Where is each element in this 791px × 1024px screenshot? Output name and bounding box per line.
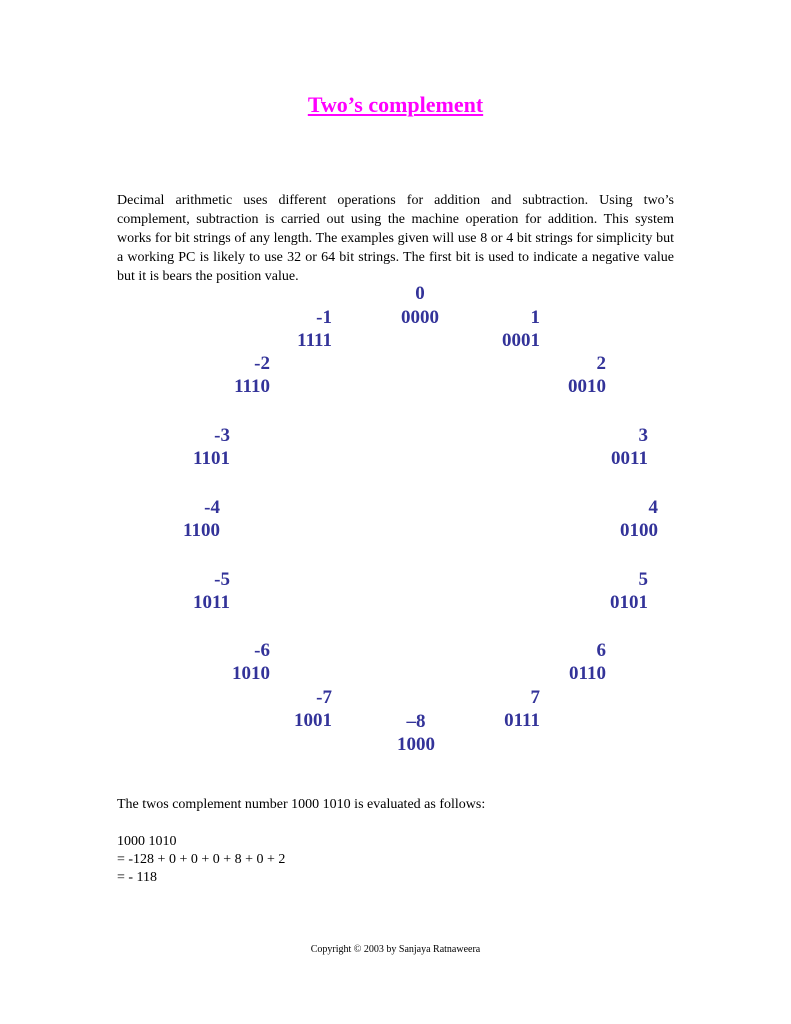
wheel-bits: 1010 — [232, 663, 270, 684]
wheel-entry — [160, 568, 230, 614]
wheel-value: 0 — [415, 283, 425, 304]
example-intro: The twos complement number 1000 1010 is evaluated as follows: — [117, 797, 486, 812]
wheel-entry — [578, 568, 648, 614]
wheel-value: 3 — [638, 425, 648, 446]
wheel-bits: 1001 — [294, 710, 332, 731]
wheel-bits: 1110 — [234, 376, 270, 397]
wheel-value: -7 — [316, 687, 332, 708]
wheel-entry — [588, 496, 658, 542]
calc-line: = -128 + 0 + 0 + 0 + 8 + 0 + 2 — [117, 852, 286, 867]
wheel-bits: 1111 — [297, 330, 332, 351]
wheel-entry — [470, 306, 540, 352]
wheel-value: –8 — [406, 711, 426, 732]
wheel-entry — [150, 496, 220, 542]
wheel-entry — [160, 424, 230, 470]
wheel-entry — [470, 686, 540, 732]
wheel-value: 2 — [596, 353, 606, 374]
wheel-bits: 0011 — [611, 448, 648, 469]
wheel-entry — [200, 639, 270, 685]
wheel-entry — [262, 306, 332, 352]
wheel-bits: 0010 — [568, 376, 606, 397]
wheel-value: 4 — [648, 497, 658, 518]
wheel-value: -3 — [214, 425, 230, 446]
wheel-entry — [390, 282, 450, 305]
wheel-value: 5 — [638, 569, 648, 590]
wheel-value: -5 — [214, 569, 230, 590]
wheel-value: -6 — [254, 640, 270, 661]
wheel-value: -4 — [204, 497, 220, 518]
wheel-entry — [578, 424, 648, 470]
wheel-bits: 1000 — [397, 734, 435, 755]
wheel-bits: 0110 — [569, 663, 606, 684]
wheel-value: -1 — [316, 307, 332, 328]
wheel-bits: 1101 — [193, 448, 230, 469]
intro-paragraph: Decimal arithmetic uses different operations for addition and subtraction. Using two’s complement, subtraction is carried out using the machine operation for addition. This system works for bit strings of any length. The examples given will use 8 or 4 bit strings for simplicity but a working PC is likely to use 32 or 64 bit strings. The first bit is used to indicate a negative value but it is bears the position value. — [117, 193, 674, 284]
example-calculation — [117, 833, 285, 887]
wheel-bits-zero — [390, 306, 450, 329]
wheel-bits: 0000 — [401, 307, 439, 328]
wheel-entry — [536, 639, 606, 685]
wheel-bits: 1011 — [193, 592, 230, 613]
copyright-footer: Copyright © 2003 by Sanjaya Ratnaweera — [310, 944, 481, 955]
wheel-value: 6 — [596, 640, 606, 661]
wheel-bits: 0101 — [610, 592, 648, 613]
page-title: Two’s complement — [307, 92, 484, 117]
wheel-bits: 1100 — [183, 520, 220, 541]
wheel-entry — [536, 352, 606, 398]
wheel-bits: 0001 — [502, 330, 540, 351]
wheel-entry — [200, 352, 270, 398]
wheel-value: 7 — [530, 687, 540, 708]
wheel-entry — [262, 686, 332, 732]
wheel-bits: 0100 — [620, 520, 658, 541]
wheel-value: -2 — [254, 353, 270, 374]
wheel-bits: 0111 — [504, 710, 540, 731]
wheel-entry — [386, 710, 446, 756]
calc-line: = - 118 — [117, 870, 158, 885]
calc-line: 1000 1010 — [117, 834, 177, 849]
wheel-value: 1 — [530, 307, 540, 328]
